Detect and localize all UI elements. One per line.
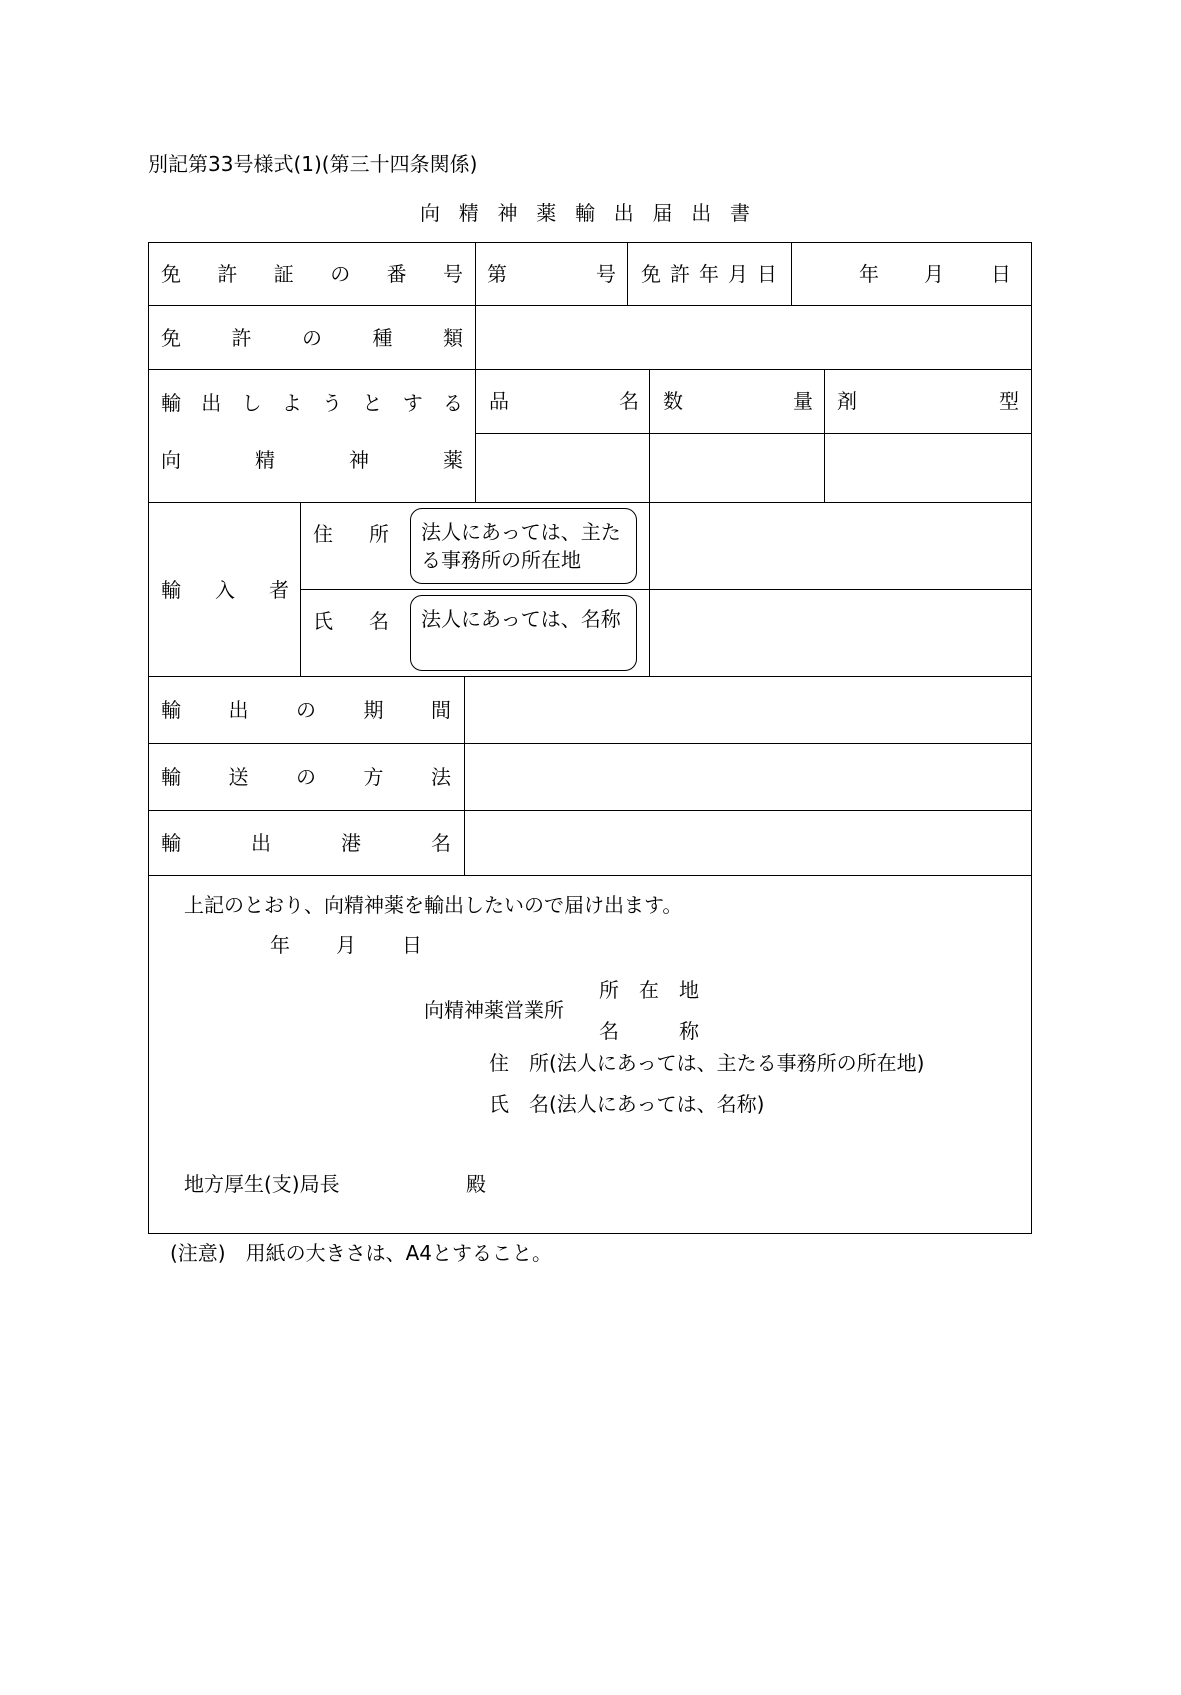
footnote: (注意) 用紙の大きさは、A4とすること。	[170, 1241, 553, 1265]
importer-address-label: 住所	[313, 522, 389, 546]
importer-name-label: 氏名	[313, 609, 389, 633]
office-location-label: 所在地	[599, 978, 699, 1002]
applicant-address-line: 住 所(法人にあっては、主たる事務所の所在地)	[489, 1051, 925, 1075]
declaration-statement: 上記のとおり、向精神薬を輸出したいので届け出ます。	[184, 893, 683, 917]
license-number-prefix: 第	[487, 262, 507, 286]
col-product-name: 品名	[489, 389, 639, 413]
office-name-label: 名称	[599, 1019, 699, 1043]
importer-label: 輸入者	[161, 578, 289, 602]
license-number-suffix: 号	[596, 262, 616, 286]
importer-name-note: 法人にあっては、名称	[421, 607, 621, 631]
license-type-label: 免許の種類	[161, 326, 463, 350]
export-port-label: 輸出港名	[161, 831, 451, 855]
declaration-month: 月	[336, 933, 356, 957]
declaration-day: 日	[402, 933, 422, 957]
license-date-day: 日	[991, 262, 1011, 286]
license-number-label: 免許証の番号	[161, 262, 463, 286]
form-reference: 別記第33号様式(1)(第三十四条関係)	[148, 152, 478, 176]
export-period-label: 輸出の期間	[161, 698, 451, 722]
col-dosage-form: 剤型	[837, 389, 1019, 413]
transport-method-label: 輸送の方法	[161, 765, 451, 789]
form-title: 向精神薬輸出届出書	[420, 201, 750, 225]
honorific: 殿	[466, 1172, 486, 1196]
drug-label-line1: 輸出しようとする	[161, 391, 463, 415]
drug-label-line2: 向精神薬	[161, 448, 463, 472]
addressee: 地方厚生(支)局長	[184, 1172, 340, 1196]
license-date-label: 免許年月日	[641, 262, 777, 286]
license-date-month: 月	[924, 262, 944, 286]
license-date-year: 年	[859, 262, 879, 286]
business-office-label: 向精神薬営業所	[424, 998, 564, 1022]
declaration-year: 年	[270, 933, 290, 957]
applicant-name-line: 氏 名(法人にあっては、名称)	[489, 1092, 765, 1116]
importer-address-note: 法人にあっては、主たる事務所の所在地	[421, 520, 621, 572]
col-quantity: 数量	[663, 389, 813, 413]
